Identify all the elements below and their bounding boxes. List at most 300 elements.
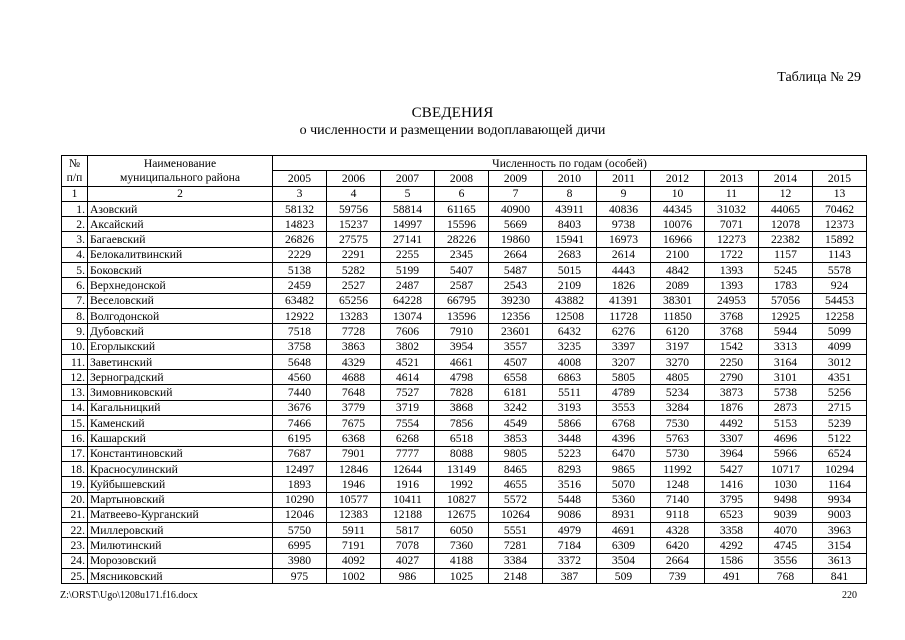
value-cell: 11992 <box>651 461 705 476</box>
value-cell: 6181 <box>489 385 543 400</box>
value-cell: 3557 <box>489 339 543 354</box>
value-cell: 3963 <box>813 523 867 538</box>
row-number-cell: 7. <box>62 293 88 308</box>
value-cell: 28226 <box>435 232 489 247</box>
value-cell: 12258 <box>813 308 867 323</box>
value-cell: 4492 <box>705 416 759 431</box>
header-year-cell: 2010 <box>543 171 597 186</box>
value-cell: 9003 <box>813 507 867 522</box>
value-cell: 6863 <box>543 370 597 385</box>
value-cell: 2109 <box>543 278 597 293</box>
value-cell: 12273 <box>705 232 759 247</box>
value-cell: 2543 <box>489 278 543 293</box>
value-cell: 12383 <box>327 507 381 522</box>
value-cell: 4688 <box>327 370 381 385</box>
table-row <box>62 431 867 446</box>
value-cell: 43911 <box>543 201 597 216</box>
table-row <box>62 278 867 293</box>
table-row <box>62 461 867 476</box>
value-cell: 5199 <box>381 263 435 278</box>
value-cell: 2527 <box>327 278 381 293</box>
row-number-cell: 18. <box>62 461 88 476</box>
header-year-cell: 2009 <box>489 171 543 186</box>
document-subtitle: о численности и размещении водоплавающей дичи <box>299 123 606 138</box>
value-cell: 5738 <box>759 385 813 400</box>
row-number-cell: 19. <box>62 477 88 492</box>
district-name-cell: Аксайский <box>88 217 273 232</box>
value-cell: 15941 <box>543 232 597 247</box>
value-cell: 4614 <box>381 370 435 385</box>
header-year-cell: 2013 <box>705 171 759 186</box>
value-cell: 3853 <box>489 431 543 446</box>
row-number-cell: 17. <box>62 446 88 461</box>
table-row <box>62 400 867 415</box>
value-cell: 6420 <box>651 538 705 553</box>
district-name-cell: Милютинский <box>88 538 273 553</box>
value-cell: 3235 <box>543 339 597 354</box>
header-year-cell: 2014 <box>759 171 813 186</box>
value-cell: 12925 <box>759 308 813 323</box>
value-cell: 10294 <box>813 461 867 476</box>
row-number-cell: 22. <box>62 523 88 538</box>
value-cell: 12846 <box>327 461 381 476</box>
row-number-cell: 13. <box>62 385 88 400</box>
value-cell: 63482 <box>273 293 327 308</box>
value-cell: 4789 <box>597 385 651 400</box>
value-cell: 2148 <box>489 569 543 584</box>
value-cell: 1164 <box>813 477 867 492</box>
value-cell: 5427 <box>705 461 759 476</box>
value-cell: 4798 <box>435 370 489 385</box>
value-cell: 3164 <box>759 354 813 369</box>
value-cell: 9498 <box>759 492 813 507</box>
value-cell: 4099 <box>813 339 867 354</box>
value-cell: 43882 <box>543 293 597 308</box>
value-cell: 11850 <box>651 308 705 323</box>
value-cell: 5944 <box>759 324 813 339</box>
table-row <box>62 324 867 339</box>
column-index-cell: 9 <box>597 186 651 201</box>
value-cell: 7530 <box>651 416 705 431</box>
value-cell: 7466 <box>273 416 327 431</box>
district-name-cell: Веселовский <box>88 293 273 308</box>
value-cell: 4008 <box>543 354 597 369</box>
value-cell: 4188 <box>435 553 489 568</box>
value-cell: 7856 <box>435 416 489 431</box>
value-cell: 3504 <box>597 553 651 568</box>
row-number-cell: 21. <box>62 507 88 522</box>
header-row-number: № п/п <box>62 156 88 187</box>
value-cell: 27575 <box>327 232 381 247</box>
value-cell: 19860 <box>489 232 543 247</box>
row-number-cell: 23. <box>62 538 88 553</box>
value-cell: 8465 <box>489 461 543 476</box>
table-row <box>62 569 867 584</box>
value-cell: 8293 <box>543 461 597 476</box>
value-cell: 3795 <box>705 492 759 507</box>
row-number-cell: 4. <box>62 247 88 262</box>
value-cell: 509 <box>597 569 651 584</box>
value-cell: 7184 <box>543 538 597 553</box>
value-cell: 5099 <box>813 324 867 339</box>
value-cell: 23601 <box>489 324 543 339</box>
value-cell: 11728 <box>597 308 651 323</box>
value-cell: 3954 <box>435 339 489 354</box>
value-cell: 6523 <box>705 507 759 522</box>
row-number-cell: 6. <box>62 278 88 293</box>
district-name-cell: Куйбышевский <box>88 477 273 492</box>
value-cell: 5282 <box>327 263 381 278</box>
district-name-cell: Каменский <box>88 416 273 431</box>
value-cell: 6120 <box>651 324 705 339</box>
value-cell: 4805 <box>651 370 705 385</box>
value-cell: 3397 <box>597 339 651 354</box>
value-cell: 26826 <box>273 232 327 247</box>
table-row <box>62 263 867 278</box>
header-year-cell: 2011 <box>597 171 651 186</box>
value-cell: 7910 <box>435 324 489 339</box>
row-number-cell: 12. <box>62 370 88 385</box>
district-name-cell: Зерноградский <box>88 370 273 385</box>
value-cell: 3553 <box>597 400 651 415</box>
value-cell: 9805 <box>489 446 543 461</box>
value-cell: 1916 <box>381 477 435 492</box>
value-cell: 4661 <box>435 354 489 369</box>
value-cell: 3768 <box>705 308 759 323</box>
value-cell: 12497 <box>273 461 327 476</box>
table-row <box>62 201 867 216</box>
row-number-cell: 25. <box>62 569 88 584</box>
value-cell: 7527 <box>381 385 435 400</box>
value-cell: 5070 <box>597 477 651 492</box>
row-number-cell: 14. <box>62 400 88 415</box>
value-cell: 4655 <box>489 477 543 492</box>
district-name-cell: Боковский <box>88 263 273 278</box>
value-cell: 6768 <box>597 416 651 431</box>
value-cell: 986 <box>381 569 435 584</box>
value-cell: 1030 <box>759 477 813 492</box>
value-cell: 10264 <box>489 507 543 522</box>
value-cell: 7281 <box>489 538 543 553</box>
value-cell: 40900 <box>489 201 543 216</box>
value-cell: 841 <box>813 569 867 584</box>
value-cell: 5805 <box>597 370 651 385</box>
value-cell: 13596 <box>435 308 489 323</box>
value-cell: 1893 <box>273 477 327 492</box>
value-cell: 7191 <box>327 538 381 553</box>
value-cell: 1143 <box>813 247 867 262</box>
value-cell: 3307 <box>705 431 759 446</box>
district-name-cell: Азовский <box>88 201 273 216</box>
row-number-cell: 15. <box>62 416 88 431</box>
district-name-cell: Дубовский <box>88 324 273 339</box>
row-number-cell: 24. <box>62 553 88 568</box>
header-group-by-years: Численность по годам (особей) <box>273 156 867 171</box>
district-name-cell: Миллеровский <box>88 523 273 538</box>
value-cell: 27141 <box>381 232 435 247</box>
value-cell: 4070 <box>759 523 813 538</box>
table-row <box>62 553 867 568</box>
value-cell: 4443 <box>597 263 651 278</box>
value-cell: 6276 <box>597 324 651 339</box>
value-cell: 6268 <box>381 431 435 446</box>
population-table <box>61 155 867 584</box>
value-cell: 13283 <box>327 308 381 323</box>
value-cell: 3802 <box>381 339 435 354</box>
value-cell: 40836 <box>597 201 651 216</box>
value-cell: 4745 <box>759 538 813 553</box>
value-cell: 5511 <box>543 385 597 400</box>
value-cell: 16966 <box>651 232 705 247</box>
footer-file-path: Z:\ORST\Ugo\1208u171.f16.docx <box>60 590 198 601</box>
column-index-cell: 13 <box>813 186 867 201</box>
value-cell: 3613 <box>813 553 867 568</box>
value-cell: 12188 <box>381 507 435 522</box>
value-cell: 1783 <box>759 278 813 293</box>
value-cell: 59756 <box>327 201 381 216</box>
district-name-cell: Верхнедонской <box>88 278 273 293</box>
value-cell: 66795 <box>435 293 489 308</box>
table-row <box>62 523 867 538</box>
value-cell: 44345 <box>651 201 705 216</box>
district-name-cell: Кашарский <box>88 431 273 446</box>
value-cell: 5911 <box>327 523 381 538</box>
value-cell: 5487 <box>489 263 543 278</box>
value-cell: 3284 <box>651 400 705 415</box>
value-cell: 22382 <box>759 232 813 247</box>
table-row <box>62 247 867 262</box>
value-cell: 5817 <box>381 523 435 538</box>
row-number-cell: 3. <box>62 232 88 247</box>
table-row <box>62 477 867 492</box>
table-row <box>62 232 867 247</box>
value-cell: 2459 <box>273 278 327 293</box>
value-cell: 2250 <box>705 354 759 369</box>
value-cell: 3207 <box>597 354 651 369</box>
value-cell: 12356 <box>489 308 543 323</box>
value-cell: 15596 <box>435 217 489 232</box>
value-cell: 7675 <box>327 416 381 431</box>
value-cell: 4292 <box>705 538 759 553</box>
value-cell: 2255 <box>381 247 435 262</box>
table-row <box>62 354 867 369</box>
value-cell: 3868 <box>435 400 489 415</box>
value-cell: 3768 <box>705 324 759 339</box>
value-cell: 768 <box>759 569 813 584</box>
value-cell: 3197 <box>651 339 705 354</box>
value-cell: 4691 <box>597 523 651 538</box>
value-cell: 3384 <box>489 553 543 568</box>
table-row <box>62 339 867 354</box>
value-cell: 4696 <box>759 431 813 446</box>
value-cell: 7606 <box>381 324 435 339</box>
value-cell: 9039 <box>759 507 813 522</box>
value-cell: 10827 <box>435 492 489 507</box>
district-name-cell: Егорлыкский <box>88 339 273 354</box>
value-cell: 5572 <box>489 492 543 507</box>
value-cell: 4549 <box>489 416 543 431</box>
value-cell: 1722 <box>705 247 759 262</box>
value-cell: 4092 <box>327 553 381 568</box>
value-cell: 5551 <box>489 523 543 538</box>
value-cell: 58132 <box>273 201 327 216</box>
value-cell: 1025 <box>435 569 489 584</box>
value-cell: 10411 <box>381 492 435 507</box>
value-cell: 2715 <box>813 400 867 415</box>
value-cell: 5223 <box>543 446 597 461</box>
value-cell: 7687 <box>273 446 327 461</box>
table-row <box>62 385 867 400</box>
value-cell: 2587 <box>435 278 489 293</box>
column-index-cell: 4 <box>327 186 381 201</box>
value-cell: 4027 <box>381 553 435 568</box>
value-cell: 12922 <box>273 308 327 323</box>
value-cell: 3154 <box>813 538 867 553</box>
value-cell: 3758 <box>273 339 327 354</box>
value-cell: 5730 <box>651 446 705 461</box>
row-number-cell: 10. <box>62 339 88 354</box>
table-row <box>62 293 867 308</box>
column-index-cell: 6 <box>435 186 489 201</box>
value-cell: 1002 <box>327 569 381 584</box>
value-cell: 2614 <box>597 247 651 262</box>
value-cell: 6195 <box>273 431 327 446</box>
value-cell: 9118 <box>651 507 705 522</box>
value-cell: 5360 <box>597 492 651 507</box>
value-cell: 15237 <box>327 217 381 232</box>
table-row <box>62 308 867 323</box>
value-cell: 1157 <box>759 247 813 262</box>
value-cell: 6518 <box>435 431 489 446</box>
header-year-cell: 2007 <box>381 171 435 186</box>
value-cell: 3193 <box>543 400 597 415</box>
table-row <box>62 217 867 232</box>
column-index-cell: 12 <box>759 186 813 201</box>
column-index-cell: 8 <box>543 186 597 201</box>
header-year-cell: 2015 <box>813 171 867 186</box>
value-cell: 13149 <box>435 461 489 476</box>
header-year-cell: 2008 <box>435 171 489 186</box>
value-cell: 3012 <box>813 354 867 369</box>
value-cell: 7518 <box>273 324 327 339</box>
value-cell: 2683 <box>543 247 597 262</box>
value-cell: 7440 <box>273 385 327 400</box>
value-cell: 3676 <box>273 400 327 415</box>
value-cell: 2664 <box>489 247 543 262</box>
district-name-cell: Заветинский <box>88 354 273 369</box>
value-cell: 3873 <box>705 385 759 400</box>
value-cell: 10290 <box>273 492 327 507</box>
row-number-cell: 11. <box>62 354 88 369</box>
value-cell: 44065 <box>759 201 813 216</box>
value-cell: 7648 <box>327 385 381 400</box>
value-cell: 16973 <box>597 232 651 247</box>
value-cell: 12675 <box>435 507 489 522</box>
value-cell: 6050 <box>435 523 489 538</box>
value-cell: 3358 <box>705 523 759 538</box>
value-cell: 5138 <box>273 263 327 278</box>
district-name-cell: Красносулинский <box>88 461 273 476</box>
value-cell: 64228 <box>381 293 435 308</box>
value-cell: 5256 <box>813 385 867 400</box>
value-cell: 3516 <box>543 477 597 492</box>
value-cell: 12508 <box>543 308 597 323</box>
district-name-cell: Белокалитвинский <box>88 247 273 262</box>
value-cell: 4507 <box>489 354 543 369</box>
value-cell: 58814 <box>381 201 435 216</box>
page-number: 220 <box>842 590 857 601</box>
value-cell: 2089 <box>651 278 705 293</box>
value-cell: 7554 <box>381 416 435 431</box>
value-cell: 12644 <box>381 461 435 476</box>
value-cell: 2100 <box>651 247 705 262</box>
value-cell: 9865 <box>597 461 651 476</box>
value-cell: 3448 <box>543 431 597 446</box>
table-number-label: Таблица № 29 <box>777 70 861 85</box>
value-cell: 387 <box>543 569 597 584</box>
value-cell: 7728 <box>327 324 381 339</box>
value-cell: 4351 <box>813 370 867 385</box>
value-cell: 9738 <box>597 217 651 232</box>
value-cell: 9934 <box>813 492 867 507</box>
value-cell: 57056 <box>759 293 813 308</box>
table-row <box>62 507 867 522</box>
district-name-cell: Морозовский <box>88 553 273 568</box>
value-cell: 4842 <box>651 263 705 278</box>
header-district-name: Наименование муниципального района <box>88 156 273 187</box>
value-cell: 7140 <box>651 492 705 507</box>
value-cell: 8403 <box>543 217 597 232</box>
value-cell: 5407 <box>435 263 489 278</box>
value-cell: 3242 <box>489 400 543 415</box>
value-cell: 41391 <box>597 293 651 308</box>
value-cell: 2790 <box>705 370 759 385</box>
value-cell: 6309 <box>597 538 651 553</box>
value-cell: 5763 <box>651 431 705 446</box>
header-year-cell: 2012 <box>651 171 705 186</box>
value-cell: 924 <box>813 278 867 293</box>
value-cell: 2487 <box>381 278 435 293</box>
value-cell: 3863 <box>327 339 381 354</box>
value-cell: 1586 <box>705 553 759 568</box>
table-row <box>62 538 867 553</box>
value-cell: 3980 <box>273 553 327 568</box>
value-cell: 5122 <box>813 431 867 446</box>
district-name-cell: Волгодонской <box>88 308 273 323</box>
value-cell: 2345 <box>435 247 489 262</box>
value-cell: 5234 <box>651 385 705 400</box>
district-name-cell: Зимовниковский <box>88 385 273 400</box>
value-cell: 4521 <box>381 354 435 369</box>
value-cell: 10717 <box>759 461 813 476</box>
value-cell: 7071 <box>705 217 759 232</box>
column-index-cell: 7 <box>489 186 543 201</box>
value-cell: 5245 <box>759 263 813 278</box>
value-cell: 5578 <box>813 263 867 278</box>
value-cell: 7901 <box>327 446 381 461</box>
value-cell: 61165 <box>435 201 489 216</box>
district-name-cell: Константиновский <box>88 446 273 461</box>
value-cell: 2229 <box>273 247 327 262</box>
value-cell: 9086 <box>543 507 597 522</box>
value-cell: 12046 <box>273 507 327 522</box>
value-cell: 4979 <box>543 523 597 538</box>
value-cell: 1876 <box>705 400 759 415</box>
value-cell: 975 <box>273 569 327 584</box>
value-cell: 4560 <box>273 370 327 385</box>
column-index-cell: 3 <box>273 186 327 201</box>
table-header <box>62 156 867 202</box>
